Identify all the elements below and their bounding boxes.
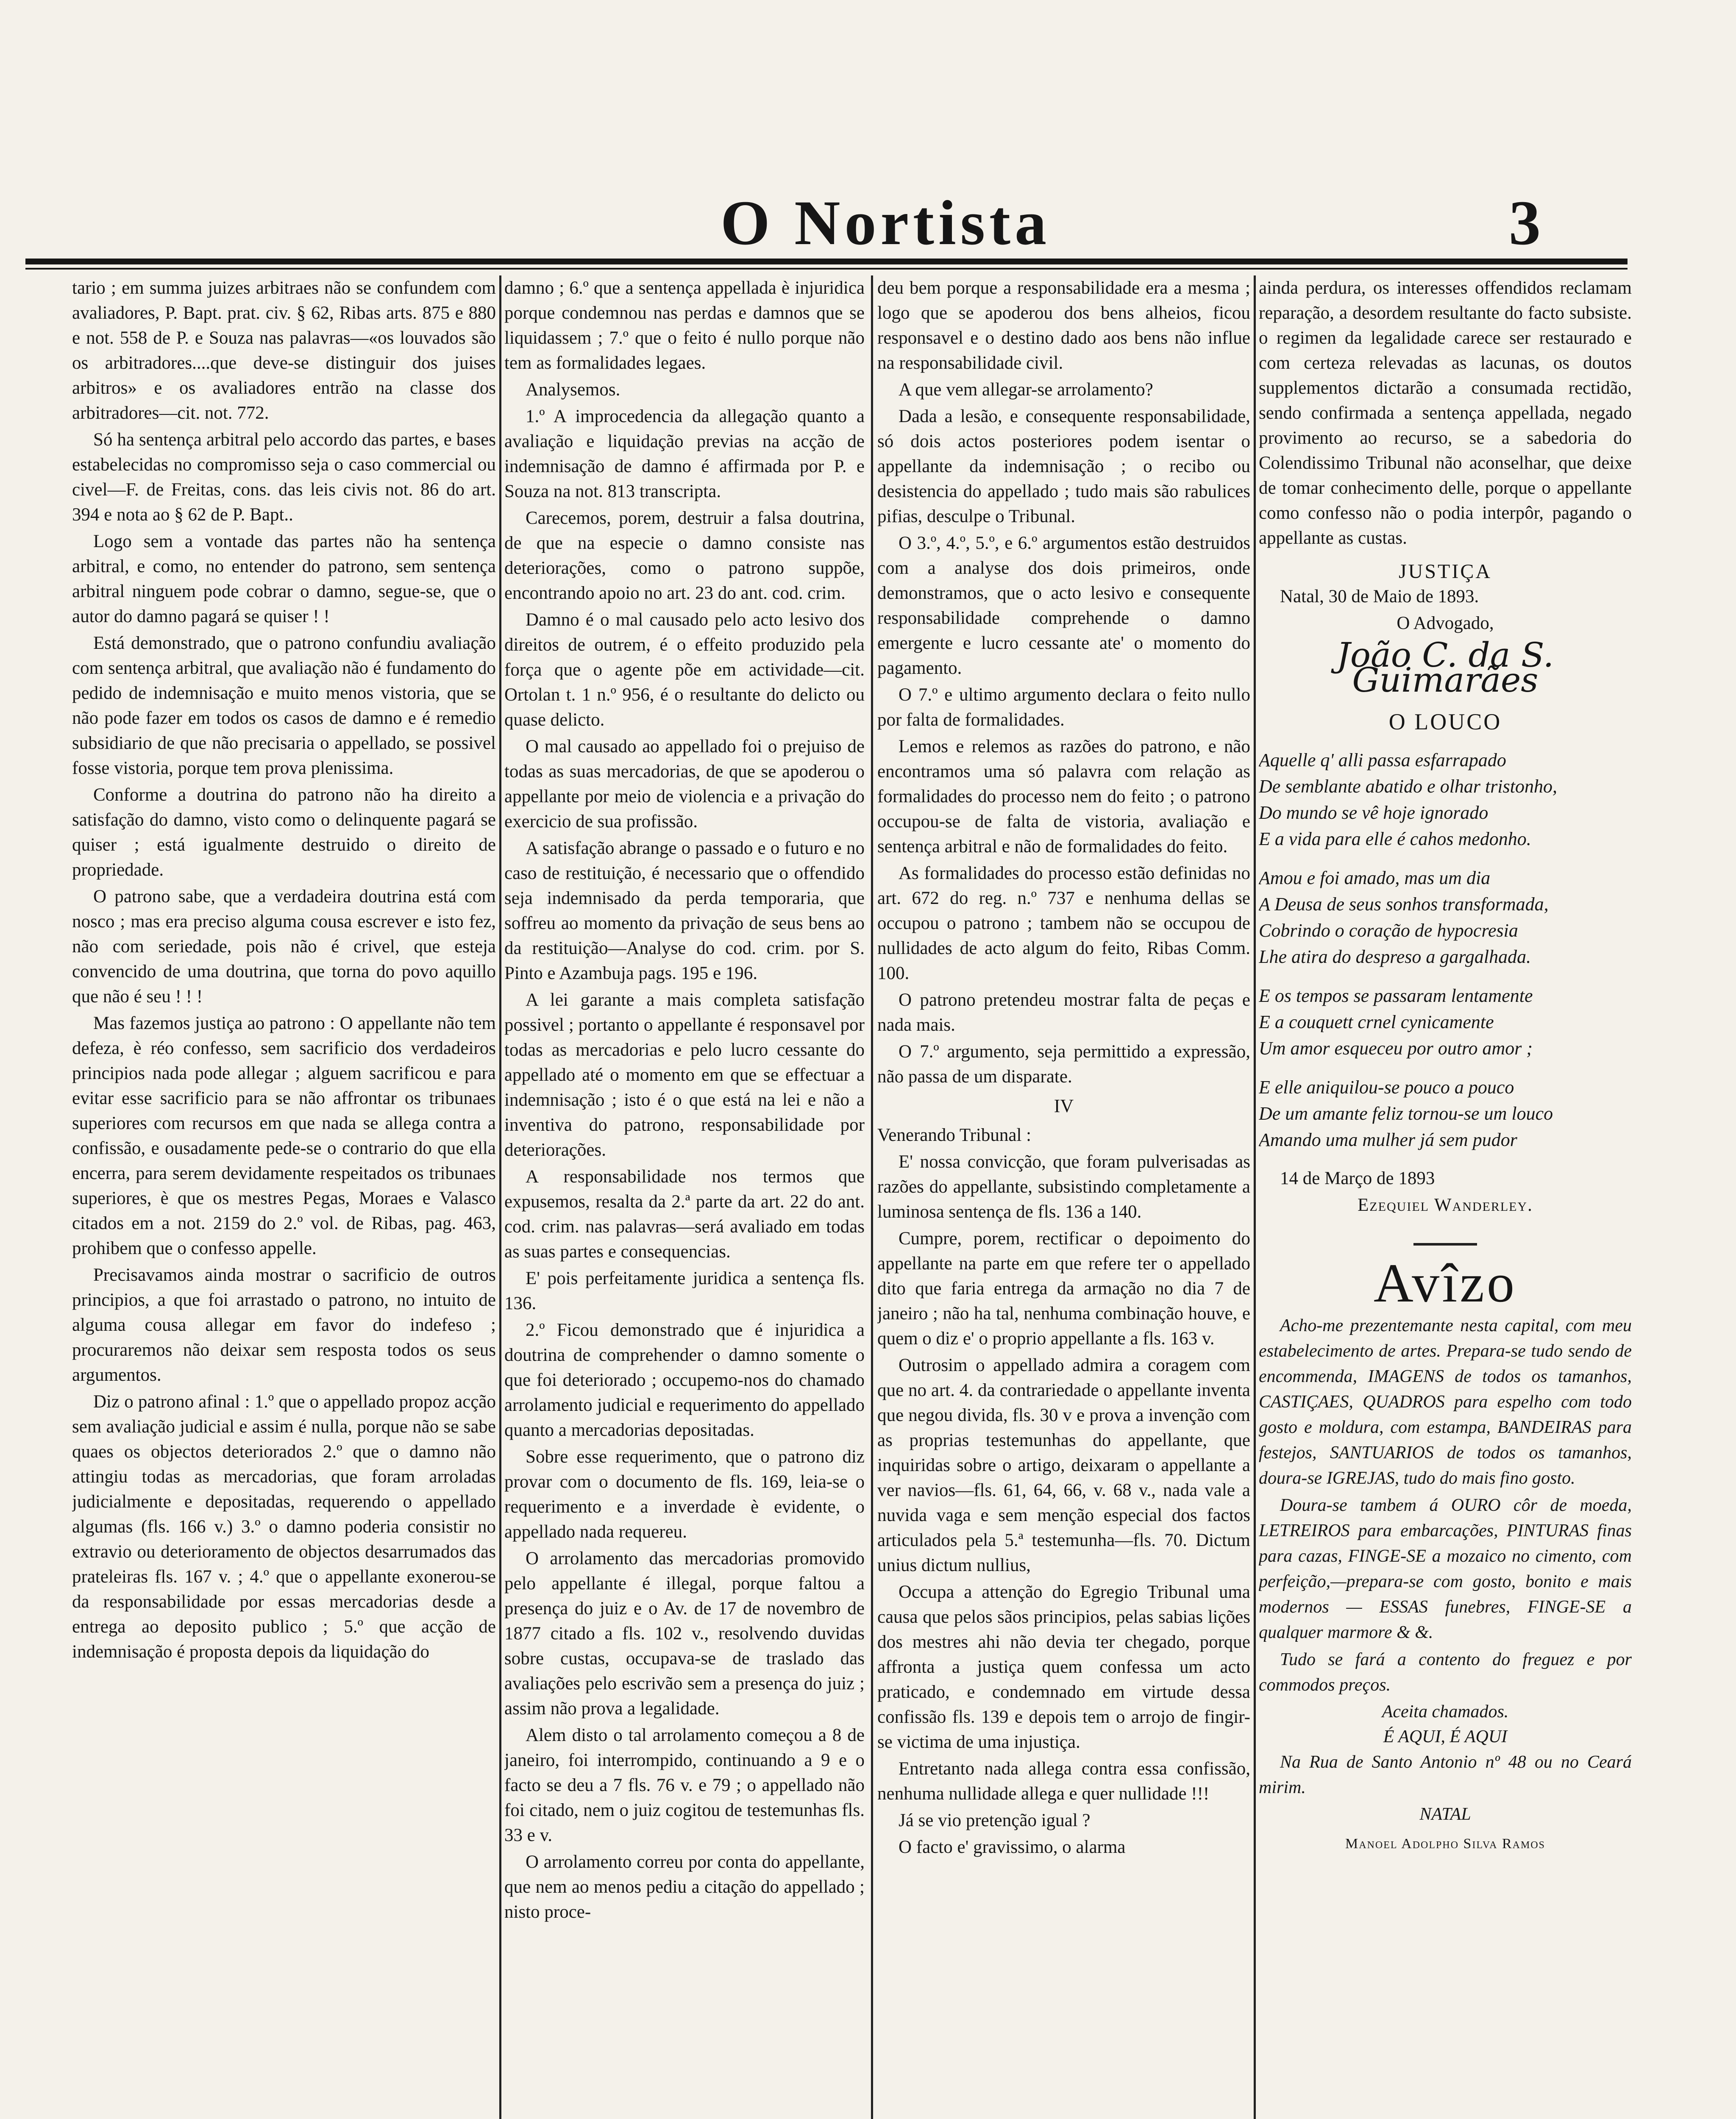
- poem-line: Amou e foi amado, mas um dia: [1259, 868, 1491, 888]
- paragraph: Venerando Tribunal :: [877, 1125, 1032, 1145]
- poem-line: E os tempos se passaram lentamente: [1259, 985, 1533, 1006]
- poem-line: Do mundo se vê hoje ignorado: [1259, 802, 1488, 823]
- poem-stanza: [1259, 865, 1632, 970]
- paragraph: Precisavamos ainda mostrar o sacrificio de outros principios, a que foi arrastado o patrono, no intuito de alguma cousa allegar em favor do indefeso ; procuraremos não deixar sem resposta todos os seus argumentos.: [72, 1265, 496, 1385]
- poem-stanza: [1259, 983, 1632, 1062]
- poem-line: Amando uma mulher já sem pudor: [1259, 1129, 1517, 1150]
- newspaper-title: O Nortista: [721, 188, 1051, 258]
- paragraph: O patrono pretendeu mostrar falta de peças e nada mais.: [877, 990, 1250, 1035]
- ad-body: Tudo se fará a contento do freguez e por commodos preços.: [1259, 1650, 1632, 1695]
- paragraph: O 3.º, 4.º, 5.º, e 6.º argumentos estão destruidos com a analyse dos dois primeiros, onde demonstramos, que o acto lesivo e consequente responsabilidade comprehende o damno emergente e lucro cessante ate' o momento do pagamento.: [877, 533, 1250, 678]
- paragraph: Está demonstrado, que o patrono confundiu avaliação com sentença arbitral, que avaliação não é fundamento do pedido de indemnisação e muito menos vistoria, que se não pode fazer em todos os casos de damno e é remedio subsidiario de que não precisaria o appellado, se possivel fosse vistoria, porque tem prova plenissima.: [72, 633, 496, 778]
- paragraph: A que vem allegar-se arrolamento?: [899, 380, 1153, 400]
- paragraph: Cumpre, porem, rectificar o depoimento do appellante na parte em que refere ter o appellado dito que faria entrega da armação no dia 7 de janeiro ; não ha tal, nenhuma combinação houve, e quem o diz e' o proprio appellante a fls. 163 v.: [877, 1229, 1250, 1349]
- header-rule: [25, 259, 1628, 264]
- paragraph: 1.º A improcedencia da allegação quanto a avaliação e liquidação previas na acção de indemnisação de damno é affirmada por P. e Souza na not. 813 transcripta.: [504, 406, 865, 501]
- column-3: [877, 275, 1250, 2119]
- poem-line: Um amor esqueceu por outro amor ;: [1259, 1038, 1533, 1059]
- poem-stanza: [1259, 1074, 1632, 1153]
- paragraph: Só ha sentença arbitral pelo accordo das partes, e bases estabelecidas no compromisso seja o caso commercial ou civel—F. de Freitas, cons. das leis civis not. 86 do art. 394 e nota ao § 62 de P. Bapt..: [72, 430, 496, 525]
- ad-name: Manoel Adolpho Silva Ramos: [1345, 1836, 1546, 1852]
- poem-line: E elle aniquilou-se pouco a pouco: [1259, 1077, 1514, 1098]
- paragraph: Alem disto o tal arrolamento começou a 8 de janeiro, foi interrompido, continuando a 9 e o facto se deu a 7 fls. 76 v. e 79 ; o appellado não foi citado, nem o juiz cogitou de testemunhas fls. 33 e v.: [504, 1725, 865, 1845]
- paragraph: As formalidades do processo estão definidas no art. 672 do reg. n.º 737 e nenhuma dellas se occupou o patrono ; tambem não se occupou de nullidades de acto algum do feito, Ribas Comm. 100.: [877, 863, 1250, 983]
- paragraph: O 7.º argumento, seja permittido a expressão, não passa de um disparate.: [877, 1042, 1250, 1087]
- paragraph: tario ; em summa juizes arbitraes não se confundem com avaliadores, P. Bapt. prat. civ. § 62, Ribas arts. 875 e 880 e not. 558 de P. e Souza nas palavras—«os louvados são os arbitradores....que deve-se distinguir dos juises arbitros» e os avaliadores entrão na classe dos arbitradores—cit. not. 772.: [72, 278, 496, 423]
- column-4: [1259, 275, 1632, 2119]
- poem-line: A Deusa de seus sonhos transformada,: [1259, 894, 1549, 915]
- column-divider: [499, 275, 501, 2119]
- header-rule-thin: [25, 268, 1628, 270]
- paragraph: O mal causado ao appellado foi o prejuiso de todas as suas mercadorias, de que se apoderou o appellante por meio de violencia e a privação do exercicio de sua profissão.: [504, 737, 865, 831]
- page-number: 3: [1509, 188, 1541, 258]
- paragraph: E' nossa convicção, que foram pulverisadas as razões do appellante, subsistindo completamente a luminosa sentença de fls. 136 a 140.: [877, 1152, 1250, 1222]
- section-divider: [1413, 1243, 1477, 1246]
- poem-line: Lhe atira do despreso a gargalhada.: [1259, 946, 1531, 967]
- paragraph: O patrono sabe, que a verdadeira doutrina está com nosco ; mas era preciso alguma cousa escrever e isto fez, não com seriedade, pois não é crivel, que esteja convencido de uma doutrina, que torna do povo aquillo que não é seu ! ! !: [72, 887, 496, 1007]
- paragraph: deu bem porque a responsabilidade era a mesma ; logo que se apoderou dos bens alheios, ficou responsavel e o destino dado aos bens não influe na responsabilidade civil.: [877, 278, 1250, 373]
- paragraph: damno ; 6.º que a sentença appellada è injuridica porque condemnou nas perdas e damnos que se liquidassem ; 7.º que o feito é nullo porque não tem as formalidades legaes.: [504, 278, 865, 373]
- section-number: IV: [1054, 1096, 1074, 1116]
- poem: [1259, 747, 1632, 1153]
- paragraph: A lei garante a mais completa satisfação possivel ; portanto o appellante é responsavel por todas as mercadorias e pelo lucro cessante do appellado até o momento em que se effectuar a indemnisação ; isto é o que está na lei e não a inventiva do patrono, responsabilidade por deteriorações.: [504, 990, 865, 1160]
- paragraph: O arrolamento das mercadorias promovido pelo appellante é illegal, porque faltou a presença do juiz e o Av. de 17 de novembro de 1877 citado a fls. 102 v., resolvendo duvidas sobre custas, occupava-se de traslado das avaliações pelo escrivão sem a presença do juiz ; assim não prova a legalidade.: [504, 1549, 865, 1719]
- poem-title: O LOUCO: [1388, 709, 1502, 734]
- paragraph: O arrolamento correu por conta do appellante, que nem ao menos pediu a citação do appellado ; nisto proce-: [504, 1852, 865, 1922]
- paragraph: Carecemos, porem, destruir a falsa doutrina, de que na especie o damno consiste nas deteriorações, como o patrono suppõe, encontrando apoio no art. 23 do ant. cod. crim.: [504, 508, 865, 603]
- paragraph: Analysemos.: [526, 380, 620, 400]
- ad-title: Avîzo: [1373, 1253, 1517, 1314]
- paragraph: Dada a lesão, e consequente responsabilidade, só dois actos posteriores podem isentar o appellante da indemnisação ; o recibo ou desistencia do appellado ; tudo mais são rabulices pifias, desculpe o Tribunal.: [877, 406, 1250, 526]
- ad-accept: Aceita chamados.: [1382, 1702, 1509, 1721]
- ad-city: NATAL: [1419, 1805, 1471, 1824]
- paragraph: O 7.º e ultimo argumento declara o feito nullo por falta de formalidades.: [877, 685, 1250, 730]
- paragraph: Damno é o mal causado pelo acto lesivo dos direitos de outrem, é o effeito produzido pela força que o agente põe em actividade—cit. Ortolan t. 1 n.º 956, é o resultante do delicto ou quase delicto.: [504, 610, 865, 730]
- paragraph: ainda perdura, os interesses offendidos reclamam reparação, a desordem resultante do facto subsiste. o regimen da legalidade carece ser restaurado e com certeza relevadas as lacunas, os doutos supplementos dictarão a consumada rectidão, sendo confirmada a sentença appellada, negado provimento ao recurso, se a sabedoria do Colendissimo Tribunal não aconselhar, que deixe de tomar conhecimento delle, porque o appellante como confesso não o podia interpôr, pagando o appellante as custas.: [1259, 278, 1632, 548]
- column-divider: [871, 275, 873, 2119]
- date-line: Natal, 30 de Maio de 1893.: [1280, 587, 1479, 606]
- paragraph: Sobre esse requerimento, que o patrono diz provar com o documento de fls. 169, leia-se o requerimento e a inverdade è evidente, o appellado nada requereu.: [504, 1447, 865, 1542]
- masthead: [25, 186, 1704, 259]
- ad-address: Na Rua de Santo Antonio nº 48 ou no Ceará mirim.: [1259, 1752, 1632, 1797]
- poem-line: Cobrindo o coração de hypocresia: [1259, 920, 1518, 941]
- poem-line: Aquelle q' alli passa esfarrapado: [1259, 750, 1506, 770]
- advogado-label: O Advogado,: [1397, 613, 1494, 633]
- paragraph: Outrosim o appellado admira a coragem com que no art. 4. da contrariedade o appellante inventa que negou divida, fls. 30 v e prova a invenção com as proprias testemunhas do appellante, que inquiridas sobre o artigo, deixaram o appellante a ver navios—fls. 61, 64, 66, v. 68 v., nada vale a nuvida vaga e sem menção especial dos factos articulados pela 5.ª testemunha—fls. 70. Dictum unius dictum nullius,: [877, 1355, 1250, 1575]
- paragraph: 2.º Ficou demonstrado que é injuridica a doutrina de comprehender o damno somente o que foi deteriorado ; occupemo-nos do chamado arrolamento judicial e requerimento do appellado quanto a mercadorias depositadas.: [504, 1320, 865, 1440]
- paragraph: Conforme a doutrina do patrono não ha direito a satisfação do damno, visto como o delinquente pagará se quiser ; está igualmente destruido o direito de propriedade.: [72, 785, 496, 880]
- paragraph: Diz o patrono afinal : 1.º que o appellado propoz acção sem avaliação judicial e assim é nulla, porque não se sabe quaes os objectos deteriorados 2.º que o damno não attingiu todas as mercadorias, que foram arroladas judicialmente e depositadas, requerendo o appellado algumas (fls. 166 v.) 3.º o damno poderia consistir no extravio ou deterioramento de objectos desarrumados das prateleiras fls. 167 v. ; 4.º que o appellante exonerou-se da responsabilidade por essas mercadorias desde a entrega ao deposito publico ; 5.º que acção de indemnisação é proposta depois da liquidação do: [72, 1392, 496, 1662]
- paragraph: Logo sem a vontade das partes não ha sentença arbitral, e como, no entender do patrono, sem sentença arbitral ninguem pode cobrar o damno, segue-se, que o autor do damno pagará se quiser ! !: [72, 531, 496, 626]
- poem-date: 14 de Março de 1893: [1280, 1168, 1435, 1188]
- ad-body: Doura-se tambem á OURO côr de moeda, LETREIROS para embarcações, PINTURAS finas para cazas, FINGE-SE a mozaico no cimento, com perfeição,—prepara-se com gosto, bonito e mais modernos — ESSAS funebres, FINGE-SE a qualquer marmore & &.: [1259, 1496, 1632, 1642]
- column-divider: [1254, 275, 1256, 2119]
- column-1: [72, 275, 496, 2119]
- paragraph: Occupa a attenção do Egregio Tribunal uma causa que pelos sãos principios, pelas sabias lições dos mestres ahi não devia ter chegado, porque affronta a justiça quem confessa um acto praticado, e condemnado em virtude dessa confissão fls. 139 e depois tem o arrojo de fingir-se victima de uma injustiça.: [877, 1582, 1250, 1752]
- paragraph: Mas fazemos justiça ao patrono : O appellante não tem defeza, è réo confesso, sem sacrificio dos verdadeiros principios nada pode allegar ; alguem sacrificou e para evitar esse sacrificio para se não affrontar os tribunaes superiores com recursos em que nada se allega contra a confissão, e ousadamente pede-se o contrario do que ella encerra, para serem devidamente respeitados os tribunaes superiores, è que os mestres Pegas, Moraes e Valasco citados em a not. 2159 do 2.º vol. de Ribas, pag. 463, prohibem que o confesso appelle.: [72, 1013, 496, 1258]
- paragraph: O facto e' gravissimo, o alarma: [899, 1837, 1126, 1857]
- justica-heading: JUSTIÇA: [1398, 560, 1492, 583]
- paragraph: Já se vio pretenção igual ?: [899, 1810, 1091, 1830]
- paragraph: Lemos e relemos as razões do patrono, e não encontramos uma só palavra com relação as formalidades do processo nem do feito ; o patrono occupou-se de falta de vistoria, avaliação e sentença arbitral e não de formalidades do feito.: [877, 737, 1250, 856]
- paragraph: A satisfação abrange o passado e o futuro e no caso de restituição, é necessario que o offendido seja indemnisado da perda temporaria, que soffreu ao momento da privação de seus bens ao da restituição—Analyse do cod. crim. por S. Pinto e Azambuja pags. 195 e 196.: [504, 838, 865, 983]
- lawyer-signature: João C. da S. Guimarães: [1336, 635, 1554, 700]
- paragraph: Entretanto nada allega contra essa confissão, nenhuma nullidade allega e quer nullidade !!!: [877, 1759, 1250, 1804]
- column-2: [504, 275, 865, 2119]
- ad-here: É AQUI, É AQUI: [1383, 1727, 1508, 1746]
- poem-stanza: [1259, 747, 1632, 852]
- ad-body: Acho-me prezentemante nesta capital, com meu estabelecimento de artes. Prepara-se tudo sendo de encommenda, IMAGENS de todos os tamanhos, CASTIÇAES, QUADROS para espelho com todo gosto e moldura, com estampa, BANDEIRAS para festejos, SANTUARIOS de todos os tamanhos, doura-se IGREJAS, tudo do mais fino gosto.: [1259, 1316, 1632, 1488]
- poem-line: E a vida para elle é cahos medonho.: [1259, 829, 1531, 849]
- paragraph: A responsabilidade nos termos que expusemos, resalta da 2.ª parte da art. 22 do ant. cod. crim. nas palavras—será avaliado em todas as suas partes e consequencias.: [504, 1167, 865, 1262]
- paragraph: E' pois perfeitamente juridica a sentença fls. 136.: [504, 1268, 865, 1313]
- poem-author: Ezequiel Wanderley.: [1358, 1195, 1533, 1215]
- poem-line: De um amante feliz tornou-se um louco: [1259, 1103, 1553, 1124]
- poem-line: E a couquett crnel cynicamente: [1259, 1012, 1494, 1032]
- poem-line: De semblante abatido e olhar tristonho,: [1259, 776, 1557, 797]
